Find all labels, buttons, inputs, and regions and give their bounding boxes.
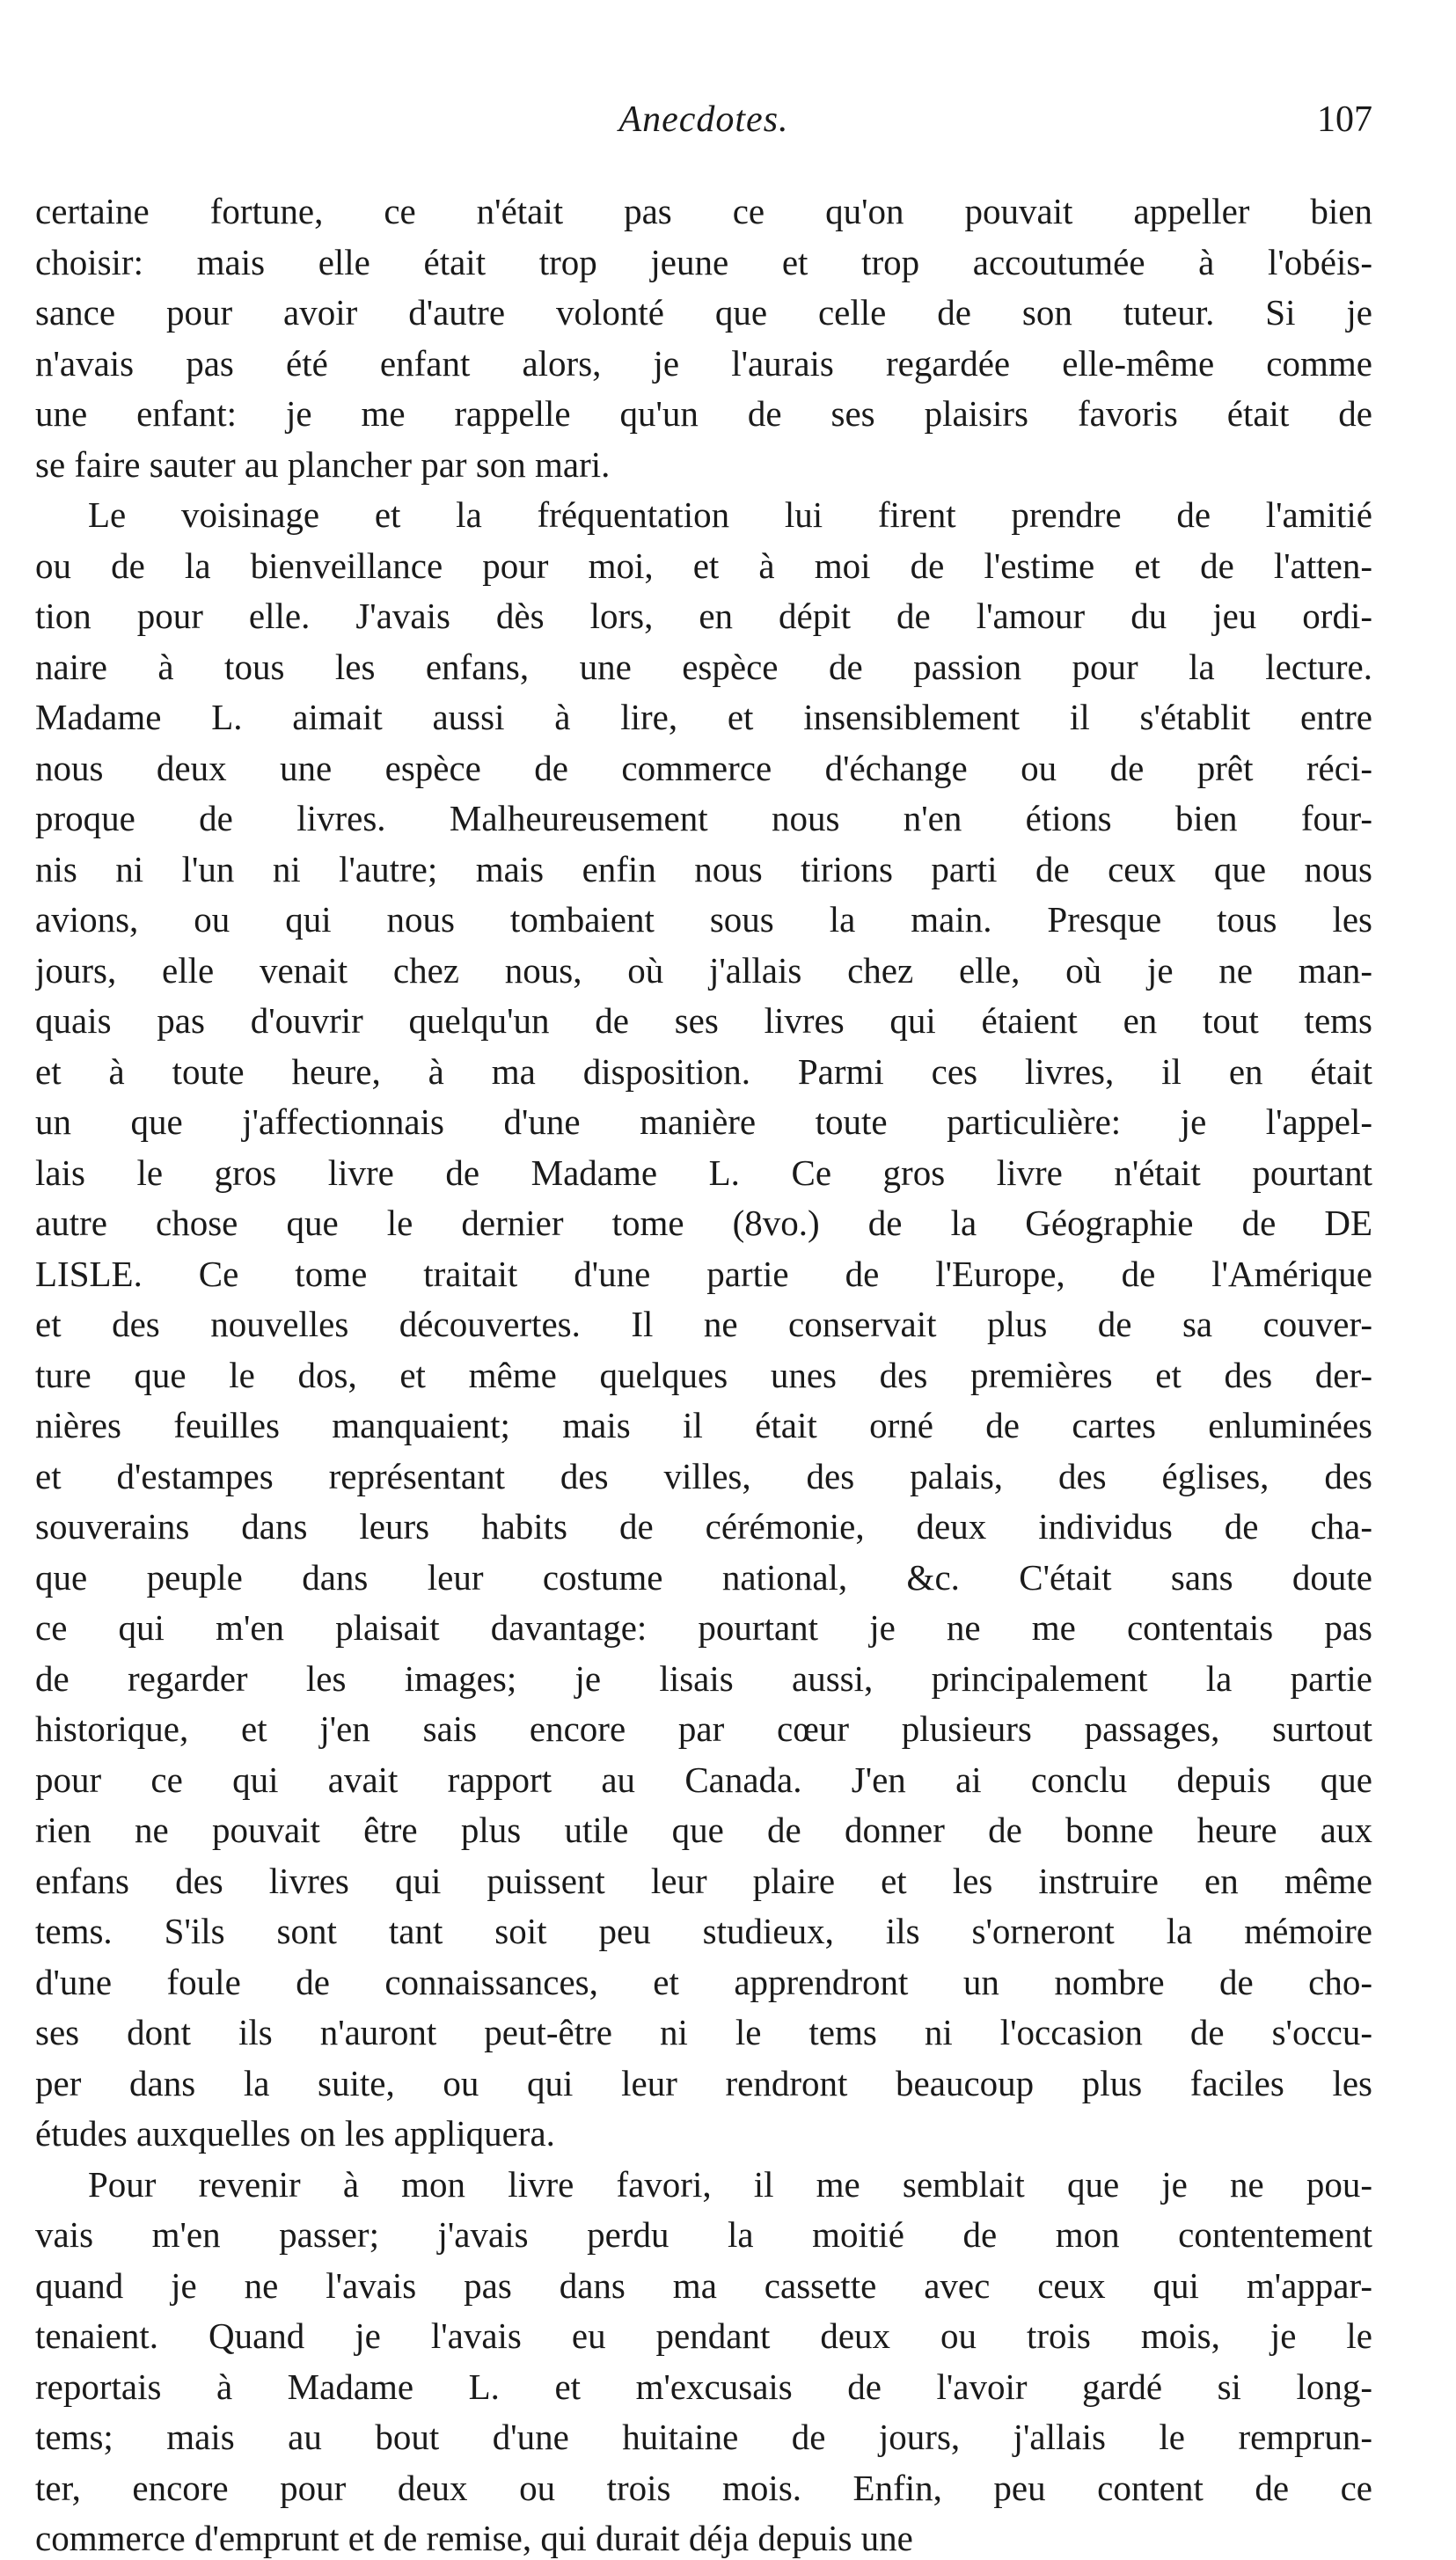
text-line: d'une foule de connaissances, et apprendront un nombre de cho-	[35, 1961, 1372, 2002]
text-line: souverains dans leurs habits de cérémonie, deux individus de cha-	[35, 1506, 1372, 1547]
paragraph	[35, 2160, 1372, 2560]
paragraph	[35, 490, 1372, 2160]
text-line: une enfant: je me rappelle qu'un de ses plaisirs favoris était de	[35, 393, 1372, 434]
text-line: proque de livres. Malheureusement nous n'en étions bien four-	[35, 798, 1372, 838]
text-line: tion pour elle. J'avais dès lors, en dépit de l'amour du jeu ordi-	[35, 596, 1372, 636]
running-head	[35, 93, 1372, 146]
text-line: et d'estampes représentant des villes, des palais, des églises, des	[35, 1455, 1372, 1496]
text-line: avions, ou qui nous tombaient sous la main. Presque tous les	[35, 899, 1372, 940]
text-line: quais pas d'ouvrir quelqu'un de ses livres qui étaient en tout tems	[35, 1000, 1372, 1041]
text-line: quand je ne l'avais pas dans ma cassette avec ceux qui m'appar-	[35, 2264, 1372, 2306]
text-line: nis ni l'un ni l'autre; mais enfin nous tirions parti de ceux que nous	[35, 848, 1372, 889]
text-line: ses dont ils n'auront peut-être ni le tems ni l'occasion de s'occu-	[35, 2012, 1372, 2052]
text-line: pour ce qui avait rapport au Canada. J'en ai conclu depuis que	[35, 1759, 1372, 1800]
text-line: tems; mais au bout d'une huitaine de jours, j'allais le remprun-	[35, 2417, 1372, 2457]
text-line: tems. S'ils sont tant soit peu studieux, ils s'orneront la mémoire	[35, 1911, 1372, 1951]
text-line: ter, encore pour deux ou trois mois. Enfin, peu content de ce	[35, 2467, 1372, 2508]
text-line: études auxquelles on les appliquera.	[35, 2113, 555, 2154]
text-line: sance pour avoir d'autre volonté que celle de son tuteur. Si je	[35, 292, 1372, 333]
text-line: Pour revenir à mon livre favori, il me semblait que je ne pou-	[88, 2163, 1372, 2205]
text-line: ce qui m'en plaisait davantage: pourtant je ne me contentais pas	[35, 1607, 1372, 1648]
text-line: rien ne pouvait être plus utile que de donner de bonne heure aux	[35, 1810, 1372, 1850]
paragraph	[35, 187, 1372, 490]
text-line: se faire sauter au plancher par son mari.	[35, 443, 611, 485]
text-line: lais le gros livre de Madame L. Ce gros livre n'était pourtant	[35, 1152, 1372, 1193]
text-line: un que j'affectionnais d'une manière toute particulière: je l'appel-	[35, 1101, 1372, 1142]
text-line: certaine fortune, ce n'était pas ce qu'on pouvait appeller bien	[35, 191, 1372, 231]
text-line: que peuple dans leur costume national, &c. C'était sans doute	[35, 1556, 1372, 1598]
text-line: enfans des livres qui puissent leur plaire et les instruire en même	[35, 1860, 1372, 1901]
text-line: tenaient. Quand je l'avais eu pendant deux ou trois mois, je le	[35, 2315, 1372, 2356]
text-line: nières feuilles manquaient; mais il était orné de cartes enluminées	[35, 1405, 1372, 1445]
text-line: de regarder les images; je lisais aussi, principalement la partie	[35, 1657, 1372, 1699]
page-number: 107	[1317, 99, 1372, 140]
text-line: choisir: mais elle était trop jeune et trop accoutumée à l'obéis-	[35, 241, 1372, 282]
text-line: naire à tous les enfans, une espèce de passion pour la lecture.	[35, 646, 1372, 687]
text-line: et à toute heure, à ma disposition. Parmi ces livres, il en était	[35, 1050, 1372, 1092]
text-line: ou de la bienveillance pour moi, et à moi de l'estime et de l'atten-	[35, 545, 1372, 586]
text-line: jours, elle venait chez nous, où j'allais chez elle, où je ne man-	[35, 949, 1372, 991]
text-line: ture que le dos, et même quelques unes des premières et des der-	[35, 1354, 1372, 1395]
text-line: Madame L. aimait aussi à lire, et insensiblement il s'établit entre	[35, 697, 1372, 737]
text-line: commerce d'emprunt et de remise, qui durait déja depuis une	[35, 2518, 913, 2558]
text-line: LISLE. Ce tome traitait d'une partie de l'Europe, de l'Amérique	[35, 1253, 1372, 1294]
text-line: historique, et j'en sais encore par cœur plusieurs passages, surtout	[35, 1708, 1372, 1749]
text-line: n'avais pas été enfant alors, je l'aurais regardée elle-même comme	[35, 342, 1372, 384]
text-line: reportais à Madame L. et m'excusais de l'avoir gardé si long-	[35, 2366, 1372, 2407]
text-line: autre chose que le dernier tome (8vo.) de la Géographie de DE	[35, 1203, 1372, 1243]
text-line: Le voisinage et la fréquentation lui firent prendre de l'amitié	[88, 494, 1372, 535]
text-line: per dans la suite, ou qui leur rendront beaucoup plus faciles les	[35, 2062, 1372, 2103]
running-title: Anecdotes.	[618, 99, 789, 140]
text-line: nous deux une espèce de commerce d'échange ou de prêt réci-	[35, 747, 1372, 788]
text-line: et des nouvelles découvertes. Il ne conservait plus de sa couver-	[35, 1304, 1372, 1344]
text-line: vais m'en passer; j'avais perdu la moitié de mon contentement	[35, 2214, 1372, 2255]
body-text	[35, 187, 1372, 2560]
